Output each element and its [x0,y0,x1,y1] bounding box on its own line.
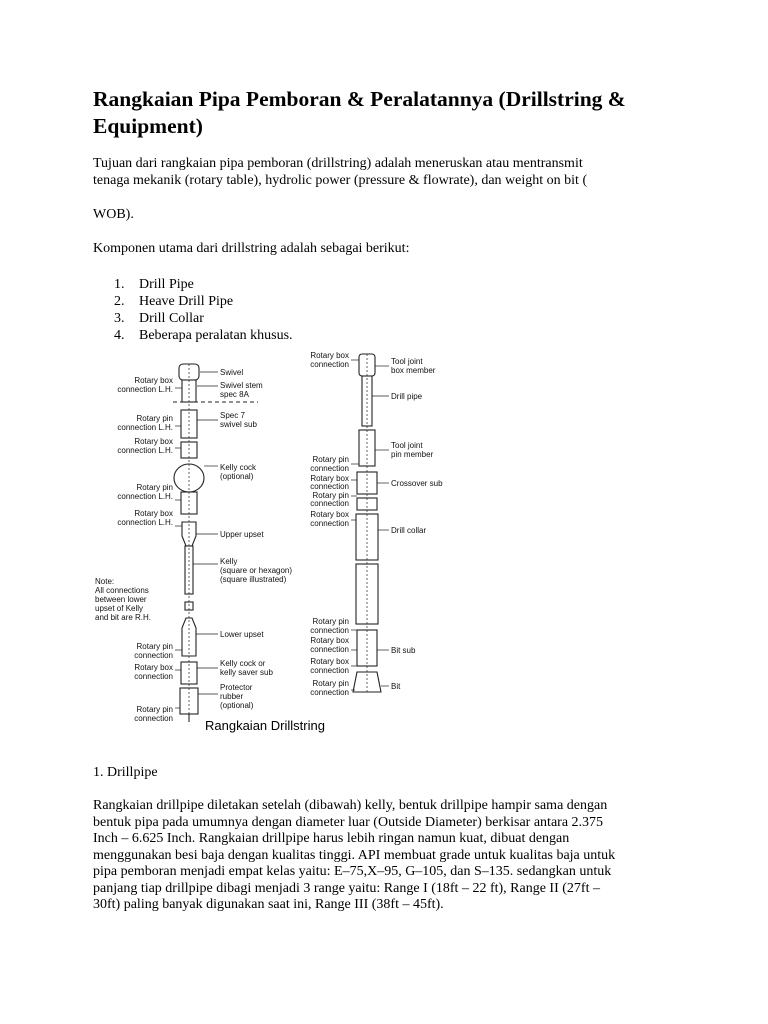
list-label: Drill Collar [139,311,204,326]
label: spec 8A [220,390,249,399]
label: Rotary box [134,509,173,518]
label: Tool joint [391,441,423,450]
drill-collar-shape [356,514,378,560]
list-number: 4. [114,328,125,343]
label: connection L.H. [117,446,173,455]
label: Rotary pin [312,617,349,626]
label: kelly saver sub [220,668,273,677]
label: Tool joint [391,357,423,366]
intro-wob: WOB). [93,207,134,222]
tool-joint-box-shape [359,354,375,376]
label: (square or hexagon) [220,566,293,575]
label: Rotary box [310,636,349,645]
label: Drill pipe [391,392,423,401]
intro-line-2: tenaga mekanik (rotary table), hydrolic power (pressure & flowrate), dan weight on bit ( [93,173,588,188]
body-line: Rangkaian drillpipe diletakan setelah (dibawah) kelly, bentuk drillpipe hampir sama dengan [93,798,608,813]
label: Crossover sub [391,479,443,488]
label: pin member [391,450,434,459]
list-number: 3. [114,311,125,326]
label: Swivel stem [220,381,263,390]
body-line: menggunakan besi baja dengan kualitas tinggi. API membuat grade untuk kualitas baja untuk [93,847,616,863]
label: Bit [391,682,401,691]
drillstring-figure [93,350,533,742]
label: (square illustrated) [220,575,287,584]
label: Rotary pin [136,414,173,423]
label: Rotary box [134,376,173,385]
label: connection [310,645,349,654]
components-intro: Komponen utama dari drillstring adalah sebagai berikut: [93,241,410,256]
label: rubber [220,692,244,701]
label: (optional) [220,701,254,710]
document-page [93,86,683,914]
label: connection [310,482,349,491]
label: Drill collar [391,526,427,535]
label: connection [310,626,349,635]
label: Note: [95,577,115,586]
label: (optional) [220,472,254,481]
section-title: 1. Drillpipe [93,765,158,780]
label: Kelly [220,557,238,566]
label: Kelly cock or [220,659,266,668]
label: Protector [220,683,253,692]
label: Spec 7 [220,411,245,420]
label: Kelly cock [220,463,257,472]
label: Rotary box [134,437,173,446]
components-list [93,276,683,344]
body-line: pipa pemboran menjadi empat kelas yaitu: E–75,X–95, G–105, dan S–135. sedangkan untuk [93,864,612,879]
list-number: 1. [114,277,125,292]
label: Rotary pin [136,483,173,492]
label: connection [310,360,349,369]
label: swivel sub [220,420,257,429]
list-item [93,310,683,327]
label: All connections [95,586,149,595]
label: Swivel [220,368,244,377]
list-label: Beberapa peralatan khusus. [139,328,293,343]
label: Rotary pin [312,455,349,464]
list-number: 2. [114,294,125,309]
list-item [93,276,683,293]
label: between lower [95,595,147,604]
label: Rotary box [310,657,349,666]
label: connection L.H. [117,423,173,432]
label: connection [134,651,173,660]
label: connection L.H. [117,492,173,501]
drillstring-diagram [93,350,533,742]
label: Rotary box [310,351,349,360]
label: Upper upset [220,530,264,539]
label: connection L.H. [117,385,173,394]
label: connection [134,672,173,681]
label: connection [310,519,349,528]
page-title: Rangkaian Pipa Pemboran & Peralatannya (Drillstring & Equipment) [93,87,626,138]
swivel-stem-shape [182,380,196,402]
label: box member [391,366,436,375]
label: Bit sub [391,646,416,655]
kelly-cock-body-shape [181,492,197,514]
label: connection [134,714,173,723]
body-line: panjang tiap drillpipe dibagi menjadi 3 range yaitu: Range I (18ft – 22 ft), Range II (27ft – [93,880,600,896]
label: Rotary box [310,510,349,519]
label: Rotary pin [312,491,349,500]
list-label: Drill Pipe [139,277,194,292]
label: Rotary pin [312,679,349,688]
label: Rotary box [134,663,173,672]
label: connection [310,464,349,473]
list-item [93,327,683,344]
label: upset of Kelly [95,604,144,613]
list-item [93,293,683,310]
label: connection L.H. [117,518,173,527]
label: connection [310,666,349,675]
intro-line-1: Tujuan dari rangkaian pipa pemboran (drillstring) adalah meneruskan atau mentransmit [93,156,583,171]
label: and bit are R.H. [95,613,152,622]
label: Rotary pin [136,642,173,651]
section-body [93,798,683,914]
label: Rotary box [310,474,349,483]
label: Lower upset [220,630,264,639]
label: connection [310,499,349,508]
body-line: 30ft) paling banyak digunakan saat ini, Range III (38ft – 45ft). [93,897,444,912]
figure-caption: Rangkaian Drillstring [205,718,325,733]
label: Rotary pin [136,705,173,714]
body-line: bentuk pipa pada umumnya dengan diameter luar (Outside Diameter) berkisar antara 2.375 [93,814,604,830]
list-label: Heave Drill Pipe [139,294,234,309]
body-line: Inch – 6.625 Inch. Rangkaian drillpipe harus lebih ringan namun kuat, dibuat dengan [93,831,570,846]
label: connection [310,688,349,697]
